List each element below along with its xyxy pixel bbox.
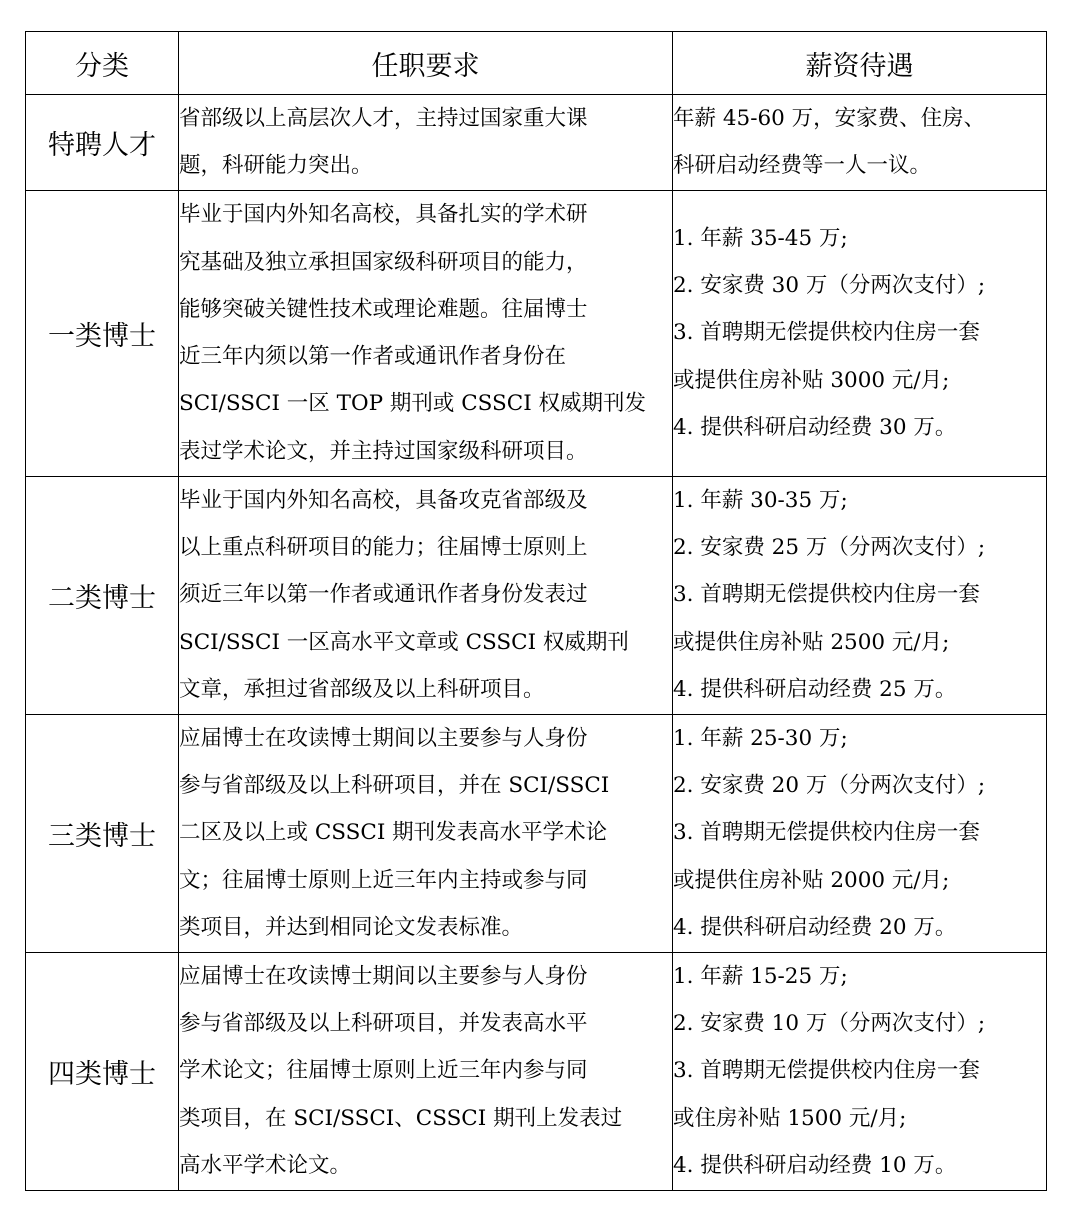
- table-row: [26, 714, 1047, 952]
- requirements-line: 毕业于国内外知名高校，具备攻克省部级及: [179, 487, 588, 513]
- category-cell: 一类博士: [26, 190, 179, 476]
- header-category: 分类: [26, 32, 179, 95]
- compensation-cell: [673, 952, 1047, 1190]
- header-compensation: 薪资待遇: [673, 32, 1047, 95]
- requirements-line: 题，科研能力突出。: [179, 153, 373, 179]
- compensation-cell: [673, 714, 1047, 952]
- requirements-line: 学术论文；往届博士原则上近三年内参与同: [179, 1058, 588, 1084]
- compensation-line: 1. 年薪 30-35 万;: [673, 487, 848, 513]
- compensation-line: 或住房补贴 1500 元/月;: [673, 1105, 907, 1131]
- category-cell: 特聘人才: [26, 95, 179, 191]
- compensation-line: 2. 安家费 10 万（分两次支付）;: [673, 1011, 986, 1037]
- header-requirements: 任职要求: [179, 32, 673, 95]
- category-cell: 四类博士: [26, 952, 179, 1190]
- compensation-line: 3. 首聘期无偿提供校内住房一套: [673, 1058, 980, 1084]
- compensation-line: 4. 提供科研启动经费 20 万。: [673, 915, 957, 941]
- requirements-line: 表过学术论文，并主持过国家级科研项目。: [179, 438, 588, 464]
- table-row: [26, 95, 1047, 191]
- compensation-line: 或提供住房补贴 3000 元/月;: [673, 367, 950, 393]
- requirements-line: 文；往届博士原则上近三年内主持或参与同: [179, 867, 588, 893]
- requirements-line: 二区及以上或 CSSCI 期刊发表高水平学术论: [179, 820, 608, 846]
- requirements-line: 文章，承担过省部级及以上科研项目。: [179, 677, 545, 703]
- requirements-line: 近三年内须以第一作者或通讯作者身份在: [179, 344, 567, 370]
- recruitment-table: [25, 31, 1047, 1191]
- compensation-line: 3. 首聘期无偿提供校内住房一套: [673, 582, 980, 608]
- table-header-row: [26, 32, 1047, 95]
- compensation-line: 4. 提供科研启动经费 25 万。: [673, 677, 957, 703]
- table-row: [26, 952, 1047, 1190]
- requirements-cell: [179, 190, 673, 476]
- compensation-line: 4. 提供科研启动经费 30 万。: [673, 415, 957, 441]
- requirements-cell: [179, 714, 673, 952]
- requirements-line: 省部级以上高层次人才，主持过国家重大课: [179, 106, 588, 131]
- compensation-line: 4. 提供科研启动经费 10 万。: [673, 1153, 957, 1179]
- compensation-line: 3. 首聘期无偿提供校内住房一套: [673, 820, 980, 846]
- requirements-line: 究基础及独立承担国家级科研项目的能力，: [179, 249, 588, 275]
- requirements-line: 类项目，并达到相同论文发表标准。: [179, 915, 524, 941]
- requirements-line: SCI/SSCI 一区 TOP 期刊或 CSSCI 权威期刊发: [179, 391, 647, 417]
- requirements-line: 应届博士在攻读博士期间以主要参与人身份: [179, 963, 588, 989]
- requirements-line: 参与省部级及以上科研项目，并在 SCI/SSCI: [179, 773, 610, 799]
- category-cell: 三类博士: [26, 714, 179, 952]
- requirements-line: 参与省部级及以上科研项目，并发表高水平: [179, 1011, 588, 1037]
- requirements-cell: [179, 95, 673, 191]
- compensation-line: 2. 安家费 30 万（分两次支付）;: [673, 273, 986, 299]
- compensation-line: 1. 年薪 25-30 万;: [673, 725, 848, 751]
- compensation-line: 科研启动经费等一人一议。: [673, 153, 932, 179]
- requirements-cell: [179, 952, 673, 1190]
- compensation-line: 或提供住房补贴 2500 元/月;: [673, 629, 950, 655]
- compensation-cell: [673, 95, 1047, 191]
- requirements-line: 高水平学术论文。: [179, 1153, 352, 1179]
- category-cell: 二类博士: [26, 476, 179, 714]
- requirements-line: 须近三年以第一作者或通讯作者身份发表过: [179, 582, 588, 608]
- requirements-cell: [179, 476, 673, 714]
- requirements-line: SCI/SSCI 一区高水平文章或 CSSCI 权威期刊: [179, 629, 629, 655]
- compensation-line: 1. 年薪 35-45 万;: [673, 225, 848, 251]
- compensation-line: 2. 安家费 25 万（分两次支付）;: [673, 535, 986, 561]
- requirements-line: 类项目，在 SCI/SSCI、CSSCI 期刊上发表过: [179, 1105, 623, 1131]
- compensation-line: 3. 首聘期无偿提供校内住房一套: [673, 320, 980, 346]
- compensation-line: 或提供住房补贴 2000 元/月;: [673, 867, 950, 893]
- compensation-line: 2. 安家费 20 万（分两次支付）;: [673, 773, 986, 799]
- compensation-cell: [673, 476, 1047, 714]
- compensation-cell: [673, 190, 1047, 476]
- compensation-line: 1. 年薪 15-25 万;: [673, 963, 848, 989]
- table-row: [26, 190, 1047, 476]
- requirements-line: 毕业于国内外知名高校，具备扎实的学术研: [179, 202, 588, 228]
- requirements-line: 能够突破关键性技术或理论难题。往届博士: [179, 296, 588, 322]
- compensation-line: 年薪 45-60 万，安家费、住房、: [673, 106, 986, 131]
- requirements-line: 以上重点科研项目的能力；往届博士原则上: [179, 535, 588, 561]
- requirements-line: 应届博士在攻读博士期间以主要参与人身份: [179, 725, 588, 751]
- table-row: [26, 476, 1047, 714]
